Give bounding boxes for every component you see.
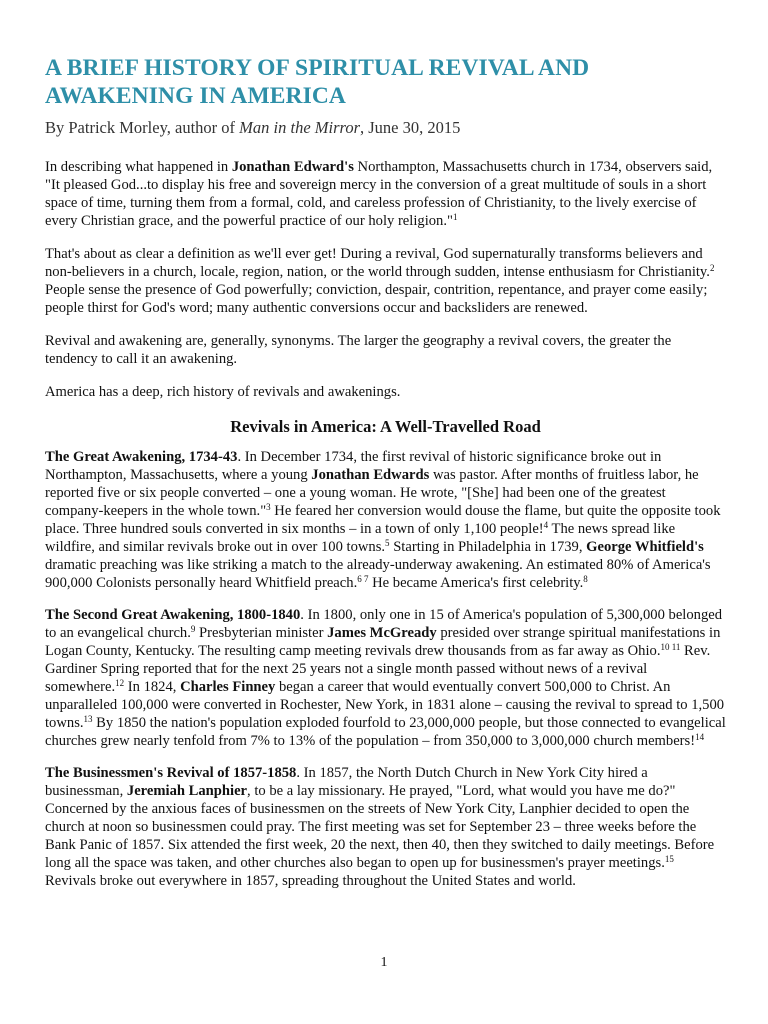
second-awakening-paragraph: The Second Great Awakening, 1800-1840. In 1800, only one in 15 of America's population of 5,300,000 belonged to an evangelical church.$^9$ Presbyterian minister James McGready presided over strange spiritual manifestations in Logan County, Kentucky. The resulting camp meeting revivals drew thousands from as far away as Ohio.$^{10 11}$ Rev. Gardiner Spring reported that for the next 25 years not a single month passed without news of a revival somewhere.$^{12}$ In 1824, Charles Finney began a career that would eventually convert 500,000 to Christ. An unparalleled 100,000 were converted in Rochester, New York, in 1831 alone – causing the revival to spread to 1,500 towns.$^{13}$ By 1850 the nation's population exploded fourfold to 23,000,000 people, but those connected to evangelical churches grew nearly tenfold from 7% to 13% of the population – from 350,000 to 3,000,000 church members!$^{14}$ xyxy=(45,607,726,749)
person-name: George Whitfield's xyxy=(586,539,704,555)
footnote-ref[interactable]: 5 xyxy=(385,538,390,548)
footnote-ref[interactable]: 2 xyxy=(709,263,715,273)
great-awakening-paragraph: The Great Awakening, 1734-43. In December 1734, the first revival of historic significance broke out in Northampton, Massachusetts, where a young Jonathan Edwards was pastor. After months of fruitless labor, he reported five or six people converted – one a young woman. He wrote, "[She] had been one of the greatest company-keepers in the whole town."$^3$ He feared her conversion would douse the flame, but quite the opposite took place. Three hundred souls converted in six months – in a town of only 1,100 people!$^4$ The news spread like wildfire, and similar revivals broke out in over 100 towns.$^5$ Starting in Philadelphia in 1739, George Whitfield's dramatic preaching was like striking a match to the already-underway awakening. An estimated 80% of America's 900,000 Colonists personally heard Whitfield preach.$^{6 7}$ He became America's first celebrity.$^8$ xyxy=(45,449,721,591)
byline-date: , June 30, 2015 xyxy=(360,118,461,137)
document-page xyxy=(45,54,726,890)
businessmens-revival-paragraph: The Businessmen's Revival of 1857-1858. In 1857, the North Dutch Church in New York City hired a businessman, Jeremiah Lanphier, to be a lay missionary. He prayed, "Lord, what would you have me do?" Concerned by the anxious faces of businessmen on the streets of New York City, Lanphier decided to open the church at noon so businessmen could pray. The first meeting was set for September 23 – three weeks before the Bank Panic of 1857. Six attended the first week, 20 the next, then 40, then they switched to daily meetings. Before long all the space was taken, and other churches also began to open up for businessmen's prayer meetings.$^{15}$ Revivals broke out everywhere in 1857, spreading throughout the United States and world. xyxy=(45,765,715,889)
intro-paragraph-4: America has a deep, rich history of revivals and awakenings. xyxy=(45,384,401,400)
footnote-ref[interactable]: 1 xyxy=(452,212,458,222)
subsection-heading: The Businessmen's Revival of 1857-1858 xyxy=(45,765,297,781)
footnote-ref[interactable]: 4 xyxy=(543,520,549,530)
page-number: 1 xyxy=(380,955,388,970)
footnote-ref[interactable]: 15 xyxy=(664,854,674,864)
footnote-ref[interactable]: 12 xyxy=(115,678,125,688)
book-title: Man in the Mirror xyxy=(239,118,360,137)
footnote-ref[interactable]: 14 xyxy=(695,732,705,742)
title-line-2: AWAKENING IN AMERICA xyxy=(45,83,347,109)
person-name: Jonathan Edward's xyxy=(231,159,354,175)
footnote-ref[interactable]: 8 xyxy=(583,574,588,584)
intro-paragraph-1: In describing what happened in Jonathan Edward's Northampton, Massachusetts church in 1734, observers said, "It pleased God...to display his free and sovereign mercy in the conversion of a great multitude of souls in a short space of time, turning them from a formal, cold, and careless profession of Christianity, to the lively exercise of every Christian grace, and the powerful practice of our holy religion."$^1$ xyxy=(45,159,713,229)
footnote-ref[interactable]: 13 xyxy=(83,714,93,724)
subsection-heading: The Great Awakening, 1734-43 xyxy=(45,449,238,465)
footnote-ref[interactable]: 10 11 xyxy=(660,642,681,652)
document-title xyxy=(45,54,726,110)
footnote-ref[interactable]: 3 xyxy=(266,502,271,512)
person-name: Jonathan Edwards xyxy=(311,467,430,483)
person-name: James McGready xyxy=(327,625,437,641)
intro-paragraph-3: Revival and awakening are, generally, synonyms. The larger the geography a revival covers, the greater the tendency to call it an awakening. xyxy=(45,333,672,367)
byline-prefix: By Patrick Morley, author of xyxy=(45,118,240,137)
title-line-1: A BRIEF HISTORY OF SPIRITUAL REVIVAL AND xyxy=(45,55,590,81)
person-name: Charles Finney xyxy=(180,679,276,695)
intro-paragraph-2: That's about as clear a definition as we'll ever get! During a revival, God supernaturally transforms believers and non-believers in a church, locale, region, nation, or the world through sudden, intense enthusiasm for Christianity.$^2$ People sense the presence of God powerfully; conviction, despair, contrition, repentance, and prayer come easily; people thirst for God's word; many authentic conversions occur and backsliders are renewed. xyxy=(45,246,715,316)
subsection-heading: The Second Great Awakening, 1800-1840 xyxy=(45,607,301,623)
footnote-ref[interactable]: 6 7 xyxy=(357,574,369,584)
section-heading: Revivals in America: A Well-Travelled Road xyxy=(230,417,541,436)
person-name: Jeremiah Lanphier xyxy=(126,783,248,799)
footnote-ref[interactable]: 9 xyxy=(190,624,196,634)
byline xyxy=(45,117,726,139)
